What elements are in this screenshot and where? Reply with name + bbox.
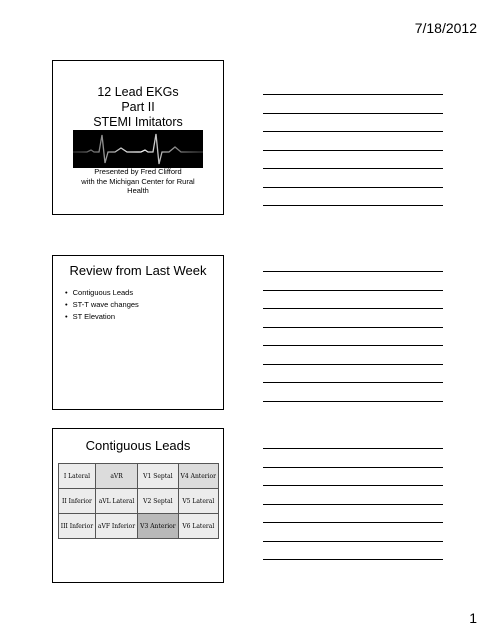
slide-1-title: 12 Lead EKGs Part II STEMI Imitators <box>93 85 183 129</box>
table-row <box>59 464 219 489</box>
table-cell: V6 Lateral <box>178 514 218 539</box>
slide-2-bullets <box>65 287 139 323</box>
table-cell: III Inferior <box>59 514 96 539</box>
table-cell: V3 Anterior <box>138 514 178 539</box>
table-cell: II Inferior <box>59 489 96 514</box>
table-cell: aVF Inferior <box>95 514 137 539</box>
table-cell: V1 Septal <box>138 464 178 489</box>
list-item: • ST-T wave changes <box>65 299 139 311</box>
table-cell: V4 Anterior <box>178 464 218 489</box>
slide-thumbnail-2 <box>52 255 224 410</box>
table-row <box>59 489 219 514</box>
table-cell: V5 Lateral <box>178 489 218 514</box>
ekg-waveform-image <box>73 130 203 168</box>
list-item: • Contiguous Leads <box>65 287 139 299</box>
slide-3-title: Contiguous Leads <box>85 438 191 453</box>
table-cell: aVR <box>95 464 137 489</box>
presenter-info: Presented by Fred Clifford with the Michigan Center for Rural Health <box>81 167 195 195</box>
table-cell: V2 Septal <box>138 489 178 514</box>
contiguous-leads-table <box>58 463 219 539</box>
note-lines-3 <box>263 448 443 578</box>
list-item: • ST Elevation <box>65 311 139 323</box>
note-lines-2 <box>263 271 443 419</box>
table-cell: I Lateral <box>59 464 96 489</box>
table-cell: aVL Lateral <box>95 489 137 514</box>
slide-thumbnail-3 <box>52 428 224 583</box>
slide-thumbnail-1 <box>52 60 224 215</box>
slide-2-title: Review from Last Week <box>69 263 207 278</box>
page-number: 1 <box>469 610 477 626</box>
note-lines-1 <box>263 94 443 224</box>
date-header: 7/18/2012 <box>414 20 477 36</box>
table-row <box>59 514 219 539</box>
